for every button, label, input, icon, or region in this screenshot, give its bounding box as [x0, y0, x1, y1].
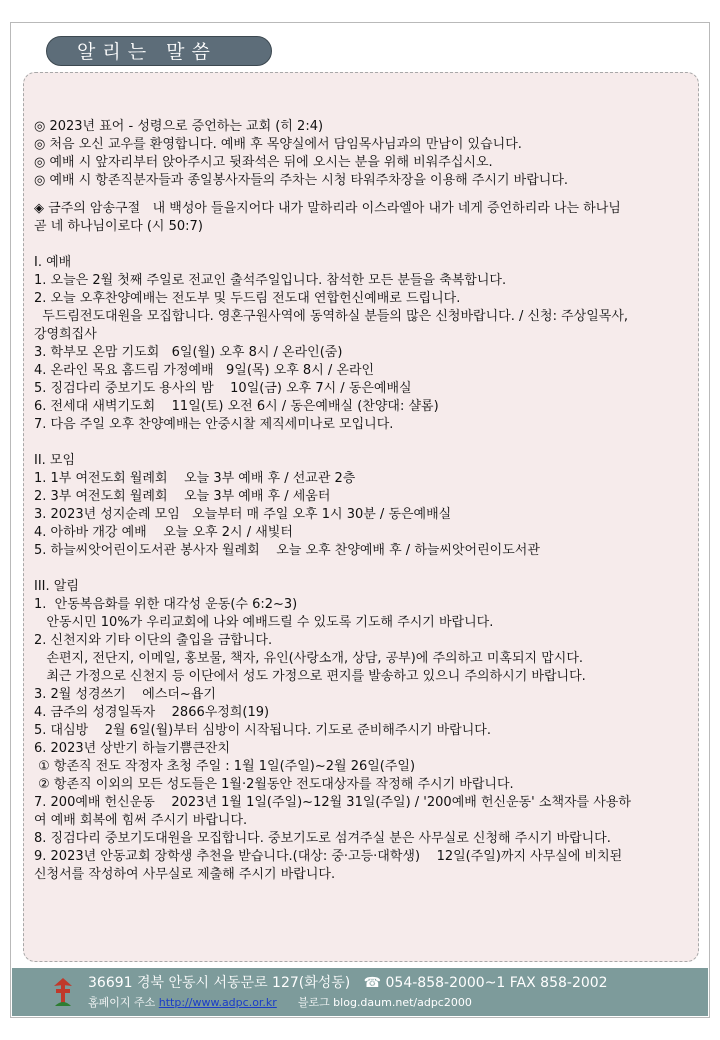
list-item: 7. 200예배 헌신운동 2023년 1월 1일(주일)~12월 31일(주일) / '200예배 헌신운동' 소책자를 사용하 여 예배 회복에 힘써 주시기 바랍니다.	[34, 795, 631, 828]
list-item: 3. 2023년 성지순례 모임 오늘부터 매 주일 오후 1시 30분 / 동은예배실	[34, 507, 452, 522]
list-item: 6. 전세대 새벽기도회 11일(토) 오전 6시 / 동은예배실 (찬양대: 샬롬)	[34, 399, 439, 414]
list-item: 8. 징검다리 중보기도대원을 모집합니다. 중보기도로 섬겨주실 분은 사무실로 신청해 주시기 바랍니다.	[34, 831, 611, 846]
list-item: 2. 오늘 오후찬양예배는 전도부 및 두드림 전도대 연합헌신예배로 드립니다.	[34, 291, 461, 306]
footer-address: 36691 경북 안동시 서동문로 127(화성동)	[88, 975, 351, 991]
list-item: 5. 대심방 2월 6일(월)부터 심방이 시작됩니다. 기도로 준비해주시기 바랍니다.	[34, 723, 491, 738]
homepage-label: 홈페이지 주소	[88, 996, 156, 1009]
footer-bar	[12, 968, 708, 1016]
notice-line: ◎ 처음 오신 교우를 환영합니다. 예배 후 목양실에서 담임목사님과의 만남이 있습니다.	[34, 137, 522, 152]
list-item: ② 항존직 이외의 모든 성도들은 1월·2월동안 전도대상자를 작정해 주시기 바랍니다.	[34, 777, 514, 792]
footer-contact	[88, 972, 608, 992]
list-item: 1. 1부 여전도회 월례회 오늘 3부 예배 후 / 선교관 2층	[34, 471, 356, 486]
section-heading: III. 알림	[34, 579, 79, 594]
list-item: 3. 학부모 온맘 기도회 6일(월) 오후 8시 / 온라인(줌)	[34, 345, 343, 360]
list-item: 1. 안동복음화를 위한 대각성 운동(수 6:2~3)	[34, 597, 298, 612]
notice-line: ◎ 예배 시 앞자리부터 앉아주시고 뒷좌석은 뒤에 오시는 분을 위해 비워주십시오.	[34, 155, 493, 170]
list-item: 4. 아하바 개강 예배 오늘 오후 2시 / 새빛터	[34, 525, 293, 540]
footer-links	[88, 994, 472, 1010]
list-item: 최근 가정으로 신천지 등 이단에서 성도 가정으로 편지를 발송하고 있으니 주의하시기 바랍니다.	[34, 669, 586, 684]
list-item: 7. 다음 주일 오후 찬양예배는 안중시찰 제직세미나로 모입니다.	[34, 417, 394, 432]
memory-verse: ◈ 금주의 암송구절 내 백성아 들을지어다 내가 말하리라 이스라엘아 내가 네게 증언하리라 나는 하나님 곧 네 하나님이로다 (시 50:7)	[34, 201, 621, 234]
footer-phone: ☎ 054-858-2000~1 FAX 858-2002	[363, 975, 608, 991]
homepage-link[interactable]: http://www.adpc.or.kr	[158, 996, 277, 1009]
list-item: 4. 금주의 성경일독자 2866우정희(19)	[34, 705, 270, 720]
list-item: 두드림전도대원을 모집합니다. 영혼구원사역에 동역하실 분들의 많은 신청바랍니다. / 신청: 주상일목사, 강영희집사	[34, 309, 629, 342]
list-item: 6. 2023년 상반기 하늘기쁨큰잔치	[34, 741, 231, 756]
general-notices	[34, 118, 690, 190]
section-heading: II. 모임	[34, 453, 76, 468]
notice-line: ◎ 2023년 표어 - 성령으로 증언하는 교회 (히 2:4)	[34, 119, 324, 134]
blog-address: 블로그 blog.daum.net/adpc2000	[297, 996, 472, 1009]
section-heading: I. 예배	[34, 255, 72, 270]
list-item: 2. 3부 여전도회 월례회 오늘 3부 예배 후 / 세움터	[34, 489, 331, 504]
notice-content	[34, 118, 690, 884]
list-item: 1. 오늘은 2월 첫째 주일로 전교인 출석주일입니다. 참석한 모든 분들을 축복합니다.	[34, 273, 507, 288]
list-item: 5. 하늘씨앗어린이도서관 봉사자 월례회 오늘 오후 찬양예배 후 / 하늘씨앗어린이도서관	[34, 543, 540, 558]
page-title: 알리는 말씀	[46, 36, 272, 66]
list-item: 3. 2월 성경쓰기 에스더~욥기	[34, 687, 216, 702]
notice-line: ◎ 예배 시 항존직분자들과 종일봉사자들의 주차는 시청 타워주차장을 이용해 주시기 바랍니다.	[34, 173, 569, 188]
worship-section	[34, 254, 690, 434]
list-item: 9. 2023년 안동교회 장학생 추천을 받습니다.(대상: 중·고등·대학생) 12일(주일)까지 사무실에 비치된 신청서를 작성하여 사무실로 제출해 주시기 바랍니다.	[34, 849, 623, 882]
list-item: 2. 신천지와 기타 이단의 출입을 금합니다.	[34, 633, 273, 648]
list-item: 손편지, 전단지, 이메일, 홍보물, 책자, 유인(사랑소개, 상담, 공부)에 주의하고 미혹되지 맙시다.	[34, 651, 584, 666]
list-item: 안동시민 10%가 우리교회에 나와 예배드릴 수 있도록 기도해 주시기 바랍니다.	[34, 615, 494, 630]
list-item: 4. 온라인 목요 홈드림 가정예배 9일(목) 오후 8시 / 온라인	[34, 363, 375, 378]
announcements-section	[34, 578, 690, 884]
list-item: 5. 징검다리 중보기도 용사의 밤 10일(금) 오후 7시 / 동은예배실	[34, 381, 412, 396]
meetings-section	[34, 452, 690, 560]
church-logo-icon	[52, 976, 74, 1008]
list-item: ① 항존직 전도 작정자 초청 주일 : 1월 1일(주일)~2월 26일(주일)	[34, 759, 416, 774]
